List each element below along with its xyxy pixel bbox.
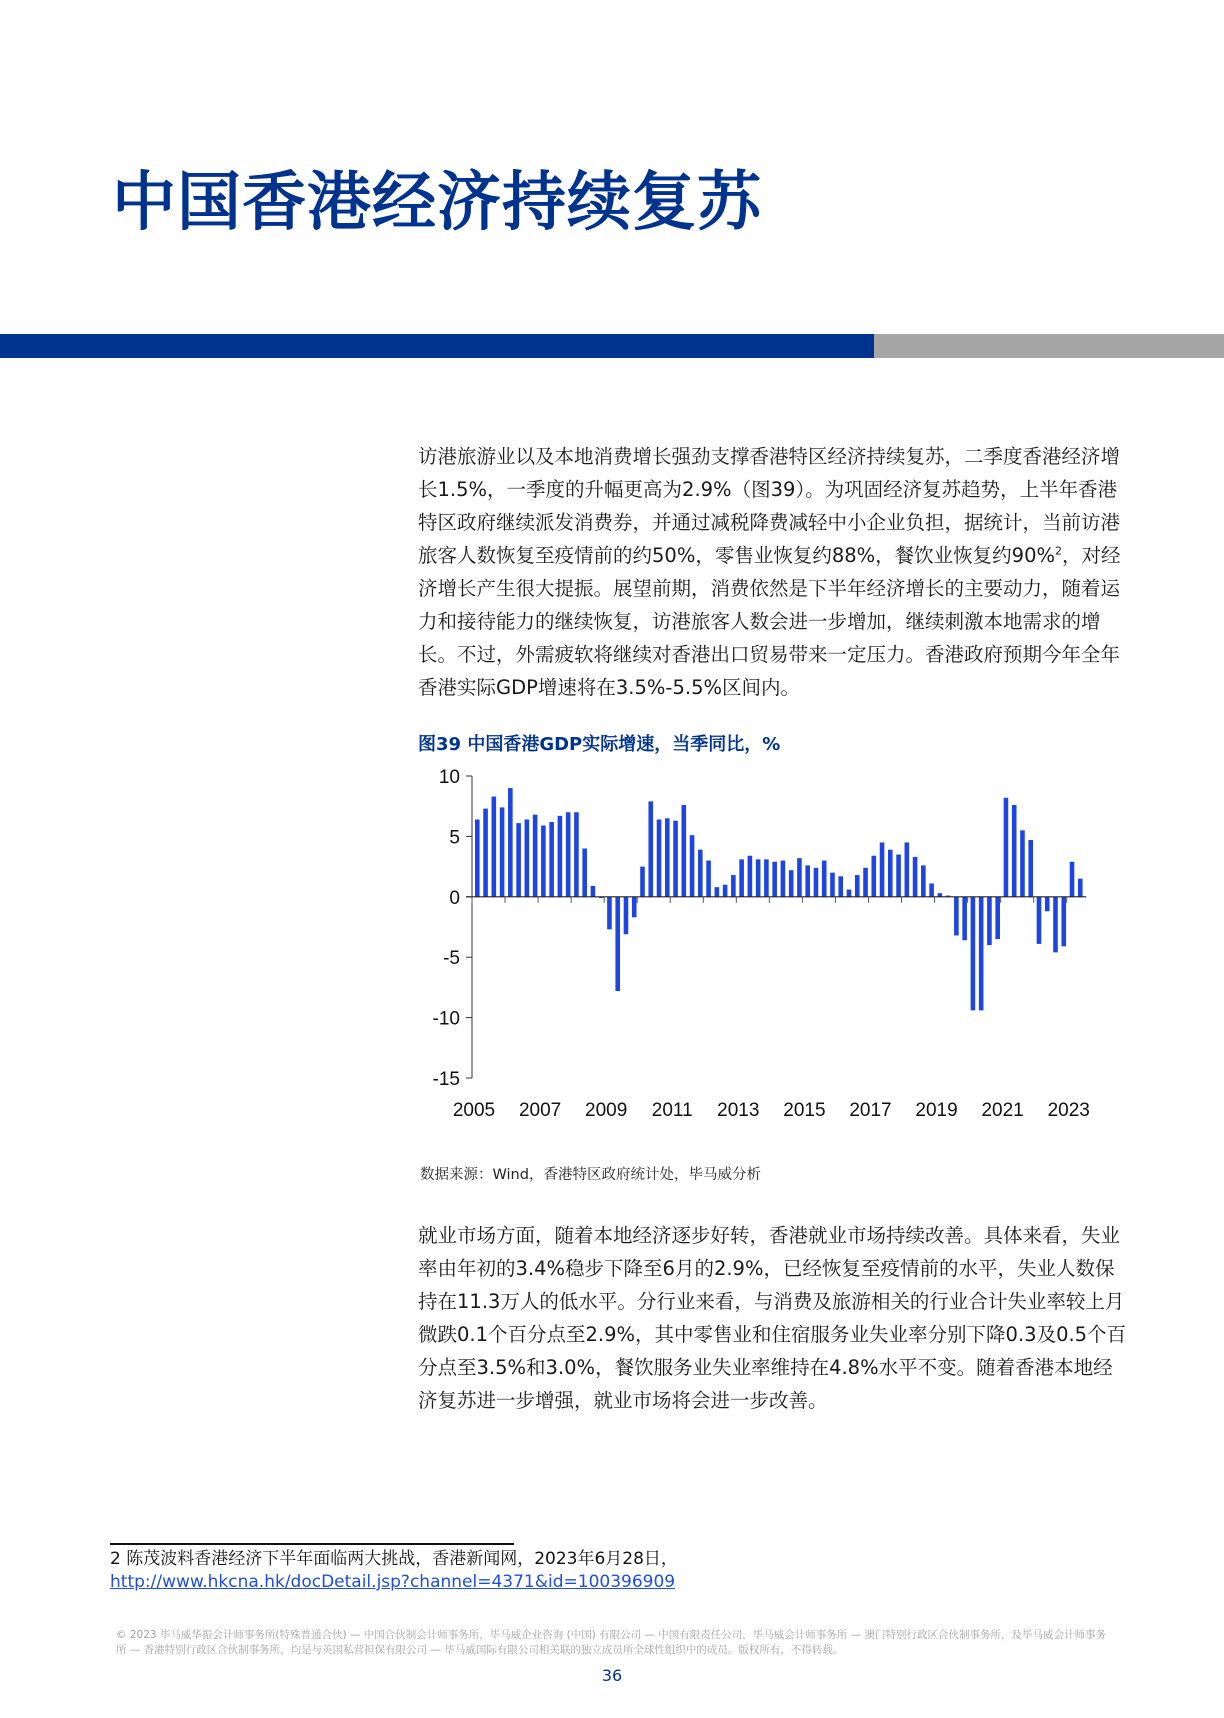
bar-2020Q2 <box>979 897 984 1011</box>
bar-2011Q3 <box>690 835 695 897</box>
bar-2017Q3 <box>888 850 893 897</box>
bar-2009Q1 <box>607 897 612 930</box>
y-tick-label: 0 <box>449 887 460 909</box>
data-source: 数据来源：Wind，香港特区政府统计处，毕马威分析 <box>420 1167 761 1183</box>
bar-2006Q2 <box>516 823 521 897</box>
body-paragraph-tourism <box>418 440 1130 704</box>
bar-2011Q4 <box>698 850 703 897</box>
bar-2011Q1 <box>673 821 678 897</box>
bar-2011Q2 <box>682 805 687 897</box>
bar-2022Q3 <box>1053 897 1058 953</box>
body-paragraph-employment: 就业市场方面，随着本地经济逐步好转，香港就业市场持续改善。具体来看，失业率由年初的3.4%稳步下降至6月的2.9%，已经恢复至疫情前的水平，失业人数保持在11.3万人的低水平。分行业来看，与消费及旅游相关的行业合计失业率较上月微跌0.1个百分点至2.9%，其中零售业和住宿服务业失业率分别下降0.3及0.5个百分点至3.5%和3.0%，餐饮服务业失业率维持在4.8%水平不变。随着香港本地经济复苏进一步增强，就业市场将会进一步改善。 <box>418 1224 1127 1412</box>
bar-2023Q1 <box>1070 862 1075 897</box>
bar-2016Q3 <box>855 875 860 897</box>
bar-2018Q4 <box>929 884 934 897</box>
bar-2015Q3 <box>822 861 827 897</box>
footnote-text: 2 陈茂波料香港经济下半年面临两大挑战，香港新闻网，2023年6月28日， <box>110 1549 678 1569</box>
bar-2010Q4 <box>665 818 670 897</box>
bar-2019Q3 <box>954 897 959 936</box>
bar-2015Q1 <box>805 865 810 896</box>
bar-2018Q3 <box>921 865 926 896</box>
bar-2008Q1 <box>574 812 579 897</box>
bar-2022Q2 <box>1045 897 1050 911</box>
bar-2018Q1 <box>905 842 910 896</box>
x-tick-label: 2021 <box>981 1100 1024 1121</box>
x-tick-label: 2019 <box>915 1100 958 1121</box>
gdp-bar-chart <box>410 760 1110 1130</box>
bar-2022Q4 <box>1061 897 1066 947</box>
bar-2006Q1 <box>508 788 513 897</box>
y-tick-label: 5 <box>449 827 460 849</box>
bar-2009Q2 <box>615 897 620 991</box>
bar-2012Q3 <box>723 885 728 897</box>
bar-2012Q4 <box>731 875 736 897</box>
bar-2016Q1 <box>838 876 843 897</box>
bar-2005Q4 <box>500 807 505 896</box>
bar-2008Q3 <box>591 886 596 897</box>
x-tick-label: 2023 <box>1047 1100 1090 1121</box>
page-title: 中国香港经济持续复苏 <box>112 166 762 240</box>
bar-2013Q3 <box>756 859 761 896</box>
x-tick-label: 2007 <box>518 1100 562 1121</box>
bar-2020Q4 <box>995 897 1000 939</box>
bar-2007Q3 <box>558 816 563 897</box>
bar-2005Q2 <box>483 809 488 897</box>
bar-2017Q1 <box>871 856 876 897</box>
bar-2006Q3 <box>525 819 530 896</box>
bar-2008Q2 <box>582 848 587 896</box>
y-tick-label: 10 <box>438 767 460 788</box>
bar-2007Q1 <box>541 826 546 897</box>
bar-2016Q4 <box>863 868 868 897</box>
y-tick-label: -15 <box>432 1069 460 1090</box>
bar-2009Q4 <box>632 897 637 918</box>
x-tick-label: 2015 <box>783 1100 826 1121</box>
x-tick-label: 2013 <box>717 1100 760 1121</box>
bar-2014Q1 <box>772 862 777 897</box>
bar-2017Q4 <box>896 855 901 897</box>
bar-2018Q2 <box>913 857 918 897</box>
bar-2021Q3 <box>1020 830 1025 896</box>
footnote-divider <box>110 1543 514 1545</box>
footnote-ref[interactable]: 2 <box>1055 544 1063 558</box>
bar-2010Q2 <box>648 801 653 896</box>
legal-disclaimer: © 2023 毕马威华振会计师事务所(特殊普通合伙) — 中国合伙制会计师事务所，毕马威企业咨询 (中国) 有限公司 — 中国有限责任公司，毕马威会计师事务所 — 澳门特别行政区合伙制事务所，及毕马威会计师事务所 — 香港特别行政区合伙制事务所，均是与英国私营担保有限公司 — 毕马威国际有限公司相关联的独立成员所全球性组织中的成员。版权所有，不得转载。 <box>116 1629 1106 1656</box>
bar-2012Q2 <box>715 887 720 897</box>
header-band <box>0 334 1224 358</box>
bar-2009Q3 <box>624 897 629 934</box>
y-tick-label: -10 <box>432 1008 460 1030</box>
bar-2014Q4 <box>797 858 802 897</box>
y-tick-label: -5 <box>443 948 460 970</box>
bar-2023Q2 <box>1078 879 1083 897</box>
bar-2010Q3 <box>657 819 662 896</box>
bar-2016Q2 <box>847 890 852 897</box>
bar-2005Q1 <box>475 819 480 896</box>
bar-2005Q3 <box>492 797 497 897</box>
header-band-gray <box>874 334 1224 358</box>
x-tick-label: 2011 <box>651 1100 693 1121</box>
bar-2022Q1 <box>1037 897 1042 944</box>
figure-title: 图39 中国香港GDP实际增速，当季同比，% <box>418 734 781 755</box>
bar-2013Q2 <box>748 856 753 897</box>
footnote-link[interactable]: http://www.hkcna.hk/docDetail.jsp?channel=4371&id=100396909 <box>110 1572 676 1592</box>
bar-2007Q4 <box>566 812 571 897</box>
x-tick-label: 2017 <box>849 1100 892 1121</box>
page-number: 36 <box>601 1666 623 1685</box>
bar-2014Q2 <box>781 861 786 897</box>
paragraph-text: 访港旅游业以及本地消费增长强劲支撑香港特区经济持续复苏，二季度香港经济增长1.5%，一季度的升幅更高为2.9%（图39）。为巩固经济复苏趋势，上半年香港特区政府继续派发消费券，并通过减税降费减轻中小企业负担，据统计，当前访港旅客人数恢复至疫情前的约50%，零售业恢复约88%，餐饮业恢复约90% <box>418 445 1121 567</box>
bar-2012Q1 <box>706 861 711 897</box>
bar-2019Q4 <box>962 897 967 940</box>
bar-2007Q2 <box>549 822 554 897</box>
bar-2013Q4 <box>764 859 769 896</box>
bar-2013Q1 <box>739 859 744 896</box>
bar-2006Q4 <box>533 815 538 897</box>
bar-2020Q1 <box>971 897 976 1011</box>
header-band-blue <box>0 334 874 358</box>
bar-2017Q2 <box>880 842 885 896</box>
bar-2015Q4 <box>830 873 835 897</box>
footnote <box>110 1548 678 1594</box>
paragraph-text-rest: ，对经济增长产生很大提振。展望前期，消费依然是下半年经济增长的主要动力，随着运力和接待能力的继续恢复，访港旅客人数会进一步增加，继续刺激本地需求的增长。不过，外需疲软将继续对香港出口贸易带来一定压力。香港政府预期今年全年香港实际GDP增速将在3.5%-5.5%区间内。 <box>418 544 1121 699</box>
bar-2015Q2 <box>814 868 819 897</box>
bar-2014Q3 <box>789 870 794 897</box>
bar-2010Q1 <box>640 867 645 897</box>
x-tick-label: 2005 <box>452 1100 496 1121</box>
x-tick-label: 2009 <box>585 1100 628 1121</box>
bar-2021Q4 <box>1028 840 1033 897</box>
bar-2021Q1 <box>1004 798 1009 897</box>
bar-2020Q3 <box>987 897 992 945</box>
bar-2021Q2 <box>1012 805 1017 897</box>
